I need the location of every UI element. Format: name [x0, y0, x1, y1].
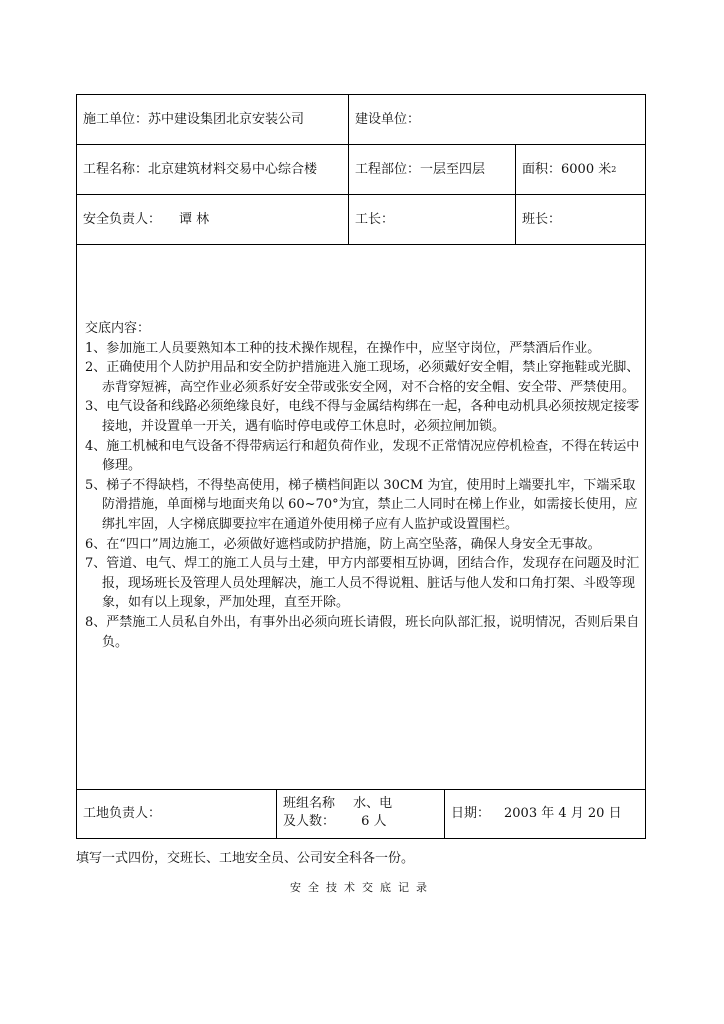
distribution-note: 填写一式四份，交班长、工地安全员、公司安全科各一份。: [76, 851, 415, 866]
safety-officer: [77, 195, 349, 244]
list-item: 1、参加施工人员要熟知本工种的技术操作规程，在操作中，应坚守岗位，严禁酒后作业。: [85, 340, 601, 356]
team-leader: 班长：: [522, 211, 562, 227]
list-item: 7、管道、电气、焊工的施工人员与土建，甲方内部要相互协调，团结合作，发现存在问题及时汇报，现场班长及管理人员处理解决，施工人员不得说粗、脏话与他人发和口角打架、斗殴等现象，如有以上现象，严加处理，直至开除。: [85, 556, 640, 611]
date-label: 日期：: [451, 806, 491, 821]
project-row: [77, 145, 645, 195]
list-item: 2、正确使用个人防护用品和安全防护措施进入施工现场，必须戴好安全帽，禁止穿拖鞋或光脚、赤背穿短裤，高空作业必须系好安全带或张安全网，对不合格的安全帽、安全带、严禁使用。: [85, 360, 640, 395]
list-item: 3、电气设备和线路必须绝缘良好，电线不得与金属结构绑在一起，各种电动机具必须按规定接零接地，并设置单一开关，遇有临时停电或停工休息时，必须拉闸加锁。: [85, 399, 640, 434]
list-item: 6、在“四口”周边施工，必须做好遮档或防护措施，防上高空坠落，确保人身安全无事故。: [85, 536, 601, 552]
headcount-label: 及人数：: [283, 814, 336, 829]
people-row: [77, 195, 645, 245]
content-heading: 交底内容：: [85, 321, 151, 336]
project-location: 工程部位：一层至四层: [349, 145, 516, 194]
site-manager: 工地负责人：: [77, 790, 277, 838]
document-title: 安全技术交底记录: [290, 881, 434, 894]
team-info: [277, 790, 445, 838]
team-name-label: 班组名称: [283, 796, 336, 811]
list-item: 8、严禁施工人员私自外出，有事外出必须向班长请假，班长向队部汇报，说明情况，否则后果自负。: [85, 614, 640, 650]
safety-briefing-form: [76, 94, 646, 839]
list-item: 4、施工机械和电气设备不得带病运行和超负荷作业，发现不正常情况应停机检查，不得在转运中修理。: [85, 438, 640, 474]
project-name: 工程名称：北京建筑材料交易中心综合楼: [77, 145, 349, 194]
foreman: 工长：: [349, 195, 516, 244]
area-value: 面积：6000 米: [522, 161, 612, 177]
headcount-value: 6 人: [361, 814, 387, 829]
safety-officer-label: 安全负责人：: [83, 211, 162, 227]
construction-unit: 施工单位：苏中建设集团北京安装公司: [77, 95, 349, 144]
date-value: 2003 年 4 月 20 日: [504, 806, 622, 821]
safety-officer-name: 谭 林: [179, 211, 210, 227]
briefing-content: [77, 245, 645, 790]
project-area: 面积：6000 米 2: [522, 161, 617, 177]
team-name-value: 水、电: [353, 796, 393, 811]
briefing-date: [445, 790, 645, 838]
header-row: [77, 95, 645, 145]
build-unit: 建设单位：: [355, 111, 421, 127]
signoff-row: [77, 790, 645, 838]
list-item: 5、梯子不得缺档，不得垫高使用，梯子横档间距以 30CM 为宜，使用时上端要扎牢，下端采取防滑措施，单面梯与地面夹角以 60~70°为宜，禁止二人同时在梯上作业，如需接长使用，应绑扎牢固，人字梯底脚要拉牢在通道外使用梯子应有人监护或设置围栏。: [85, 477, 638, 532]
